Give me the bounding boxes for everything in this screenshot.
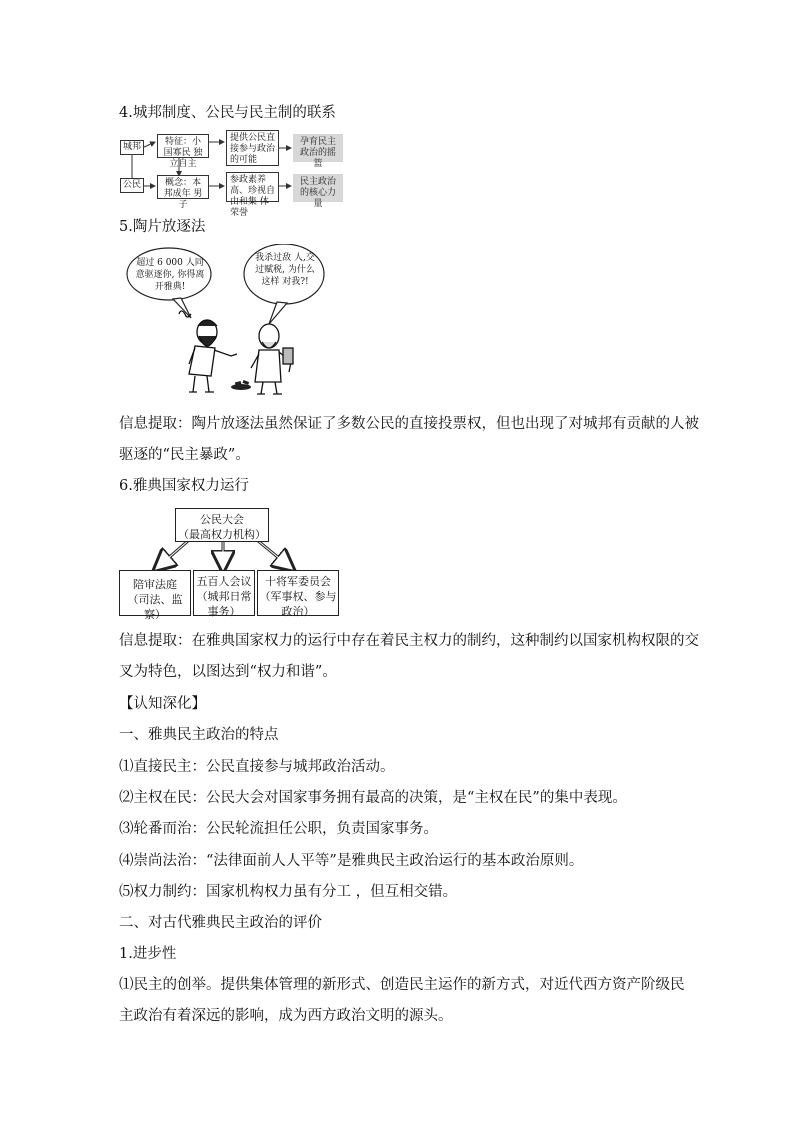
cradle-box: 孕育民主 政治的摇篮 bbox=[293, 134, 343, 162]
part1-item: ⑷崇尚法治：“法律面前人人平等”是雅典民主政治运行的基本政治原则。 bbox=[119, 853, 584, 869]
section6-info bbox=[119, 626, 699, 688]
section6-info-line: 叉为特色，以图达到“权力和谐”。 bbox=[119, 664, 337, 680]
participation-quality-box: 参政素养高、珍视自由和集 体荣誉 bbox=[226, 172, 279, 202]
direct-participation-box: 提供公民直 接参与政治 的可能 bbox=[226, 130, 279, 166]
assembly-subtitle: （最高权力机构） bbox=[178, 528, 266, 541]
section6-info-line: 信息提取：在雅典国家权力的运行中存在着民主权力的制约，这种制约以国家机构权限的交 bbox=[119, 633, 699, 649]
deepening-title: 【认知深化】 bbox=[119, 696, 206, 712]
citizen-box: 公民 bbox=[120, 178, 144, 193]
core-force-box: 民主政治 的核心力量 bbox=[293, 174, 343, 202]
concept-box: 概念：本邦成年 男子 bbox=[157, 175, 209, 199]
generals-box bbox=[257, 570, 339, 616]
assembly-title: 公民大会 bbox=[200, 513, 244, 526]
generals-title: 十将军委员会 bbox=[265, 575, 331, 588]
part1-item: ⑶轮番而治：公民轮流担任公职，负责国家事务。 bbox=[119, 821, 438, 837]
section5-info bbox=[119, 409, 699, 471]
part2-paragraph-line: ⑴民主的创举。提供集体管理的新形式、创造民主运作的新方式，对近代西方资产阶级民 bbox=[119, 977, 685, 993]
part2-paragraph-line: 主政治有着深远的影响，成为西方政治文明的源头。 bbox=[119, 1008, 453, 1024]
feature-box: 特征：小国寡民 独立自主 bbox=[157, 134, 209, 158]
part1-item: ⑸权力制约：国家机构权力虽有分工 ，但互相交错。 bbox=[119, 884, 458, 900]
power-diagram bbox=[119, 506, 339, 621]
part2-heading: 二、对古代雅典民主政治的评价 bbox=[119, 915, 322, 931]
council-box bbox=[193, 570, 255, 616]
part2-subheading: 1.进步性 bbox=[119, 946, 177, 962]
part1-item: ⑴直接民主：公民直接参与城邦政治活动。 bbox=[119, 759, 395, 775]
city-state-box: 城邦 bbox=[120, 140, 144, 155]
section4-heading: 4.城邦制度、公民与民主制的联系 bbox=[119, 105, 336, 121]
part1-item: ⑵主权在民：公民大会对国家事务拥有最高的决策，是“主权在民”的集中表现。 bbox=[119, 790, 627, 806]
bubble-right-text: 我杀过敌 人,交过赋税, 为什么这样 对我?! bbox=[255, 253, 315, 287]
part1-heading: 一、雅典民主政治的特点 bbox=[119, 727, 279, 743]
section5-heading: 5.陶片放逐法 bbox=[119, 219, 206, 235]
part2-paragraph bbox=[119, 970, 685, 1032]
section6-heading: 6.雅典国家权力运行 bbox=[119, 478, 249, 494]
citystate-diagram bbox=[119, 130, 344, 218]
section5-info-line: 驱逐的“民主暴政”。 bbox=[119, 447, 250, 463]
generals-line: （军事权、参与 bbox=[259, 590, 337, 603]
court-subtitle: （司法、监察） bbox=[127, 593, 183, 621]
ostracism-cartoon bbox=[119, 244, 341, 399]
generals-line: 政治） bbox=[281, 605, 315, 618]
council-line: （城邦日常 bbox=[196, 590, 252, 603]
council-line: 事务） bbox=[207, 605, 241, 618]
bubble-left-text: 超过 6 000 人同意驱逐你, 你得离开雅典! bbox=[135, 258, 205, 292]
court-box bbox=[119, 570, 191, 621]
court-title: 陪审法庭 bbox=[133, 578, 177, 591]
section5-info-line: 信息提取：陶片放逐法虽然保证了多数公民的直接投票权，但也出现了对城邦有贡献的人被 bbox=[119, 416, 699, 432]
council-title: 五百人会议 bbox=[196, 575, 252, 588]
assembly-box bbox=[175, 508, 269, 542]
